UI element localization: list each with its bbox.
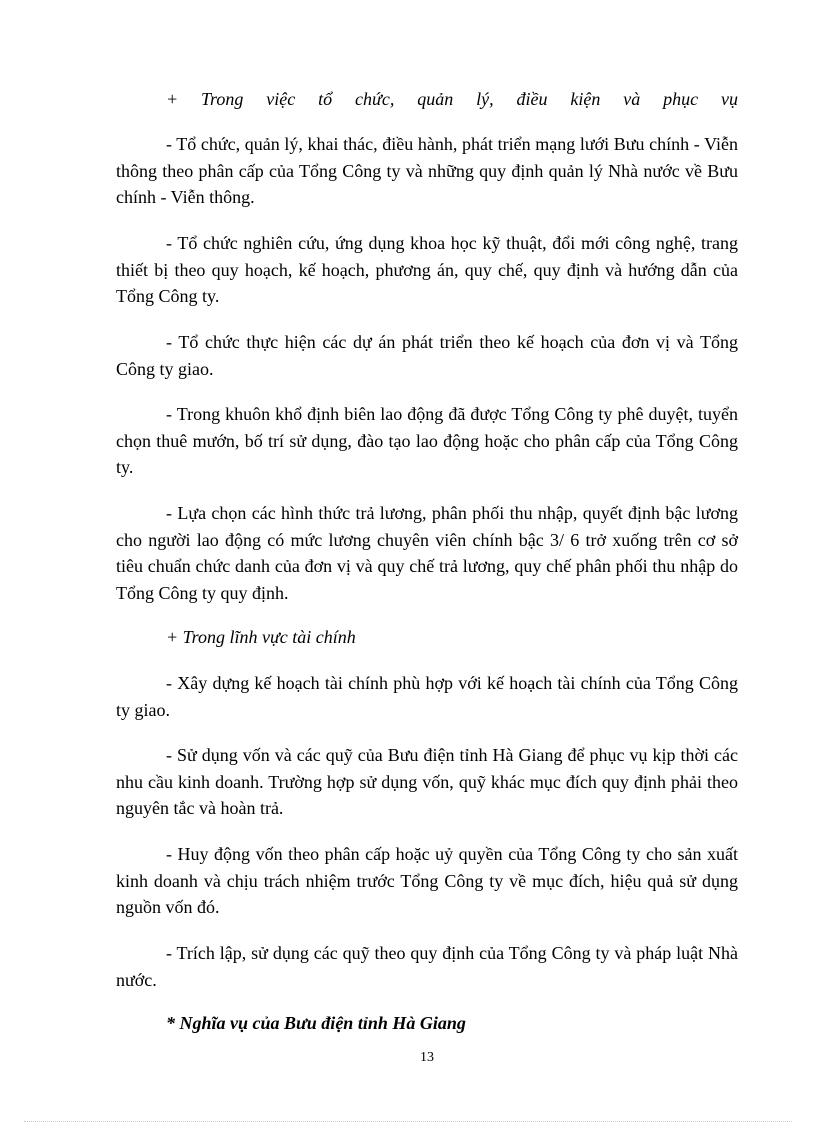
paragraph-network-management: - Tổ chức, quản lý, khai thác, điều hành, phát triển mạng lưới Bưu chính - Viễn thông theo phân cấp của Tổng Công ty và những quy định quản lý Nhà nước về Bưu chính - Viễn thông. (116, 134, 738, 207)
paragraph-salary: - Lựa chọn các hình thức trả lương, phân phối thu nhập, quyết định bậc lương cho người lao động có mức lương chuyên viên chính bậc 3/ 6 trở xuống trên cơ sở tiêu chuẩn chức danh của đơn vị và quy chế trả lương, quy chế phân phối thu nhập do Tổng Công ty quy định. (116, 503, 738, 603)
page-bottom-border (24, 1121, 792, 1122)
paragraph-funds: - Trích lập, sử dụng các quỹ theo quy định của Tổng Công ty và pháp luật Nhà nước. (116, 943, 738, 990)
paragraph-labor: - Trong khuôn khổ định biên lao động đã được Tổng Công ty phê duyệt, tuyển chọn thuê mướn, bố trí sử dụng, đào tạo lao động hoặc cho phân cấp của Tổng Công ty. (116, 404, 738, 477)
paragraph-projects: - Tổ chức thực hiện các dự án phát triển theo kế hoạch của đơn vị và Tổng Công ty giao. (116, 332, 738, 379)
page-number: 13 (420, 1050, 434, 1065)
section-heading-organization: + Trong việc tổ chức, quản lý, điều kiện và phục vụ (166, 89, 738, 109)
section-heading-duties: * Nghĩa vụ của Bưu điện tỉnh Hà Giang (166, 1013, 466, 1033)
paragraph-capital-use: - Sử dụng vốn và các quỹ của Bưu điện tỉnh Hà Giang để phục vụ kịp thời các nhu cầu kinh doanh. Trường hợp sử dụng vốn, quỹ khác mục đích quy định phải theo nguyên tắc và hoàn trả. (116, 745, 738, 818)
paragraph-financial-plan: - Xây dựng kế hoạch tài chính phù hợp với kế hoạch tài chính của Tổng Công ty giao. (116, 673, 738, 720)
paragraph-research: - Tổ chức nghiên cứu, ứng dụng khoa học kỹ thuật, đổi mới công nghệ, trang thiết bị theo quy hoạch, kế hoạch, phương án, quy chế, quy định và hướng dẫn của Tổng Công ty. (116, 233, 738, 306)
section-heading-finance: + Trong lĩnh vực tài chính (166, 627, 356, 647)
paragraph-capital-mobilization: - Huy động vốn theo phân cấp hoặc uỷ quyền của Tổng Công ty cho sản xuất kinh doanh và chịu trách nhiệm trước Tổng Công ty về mục đích, hiệu quả sử dụng nguồn vốn đó. (116, 844, 738, 917)
